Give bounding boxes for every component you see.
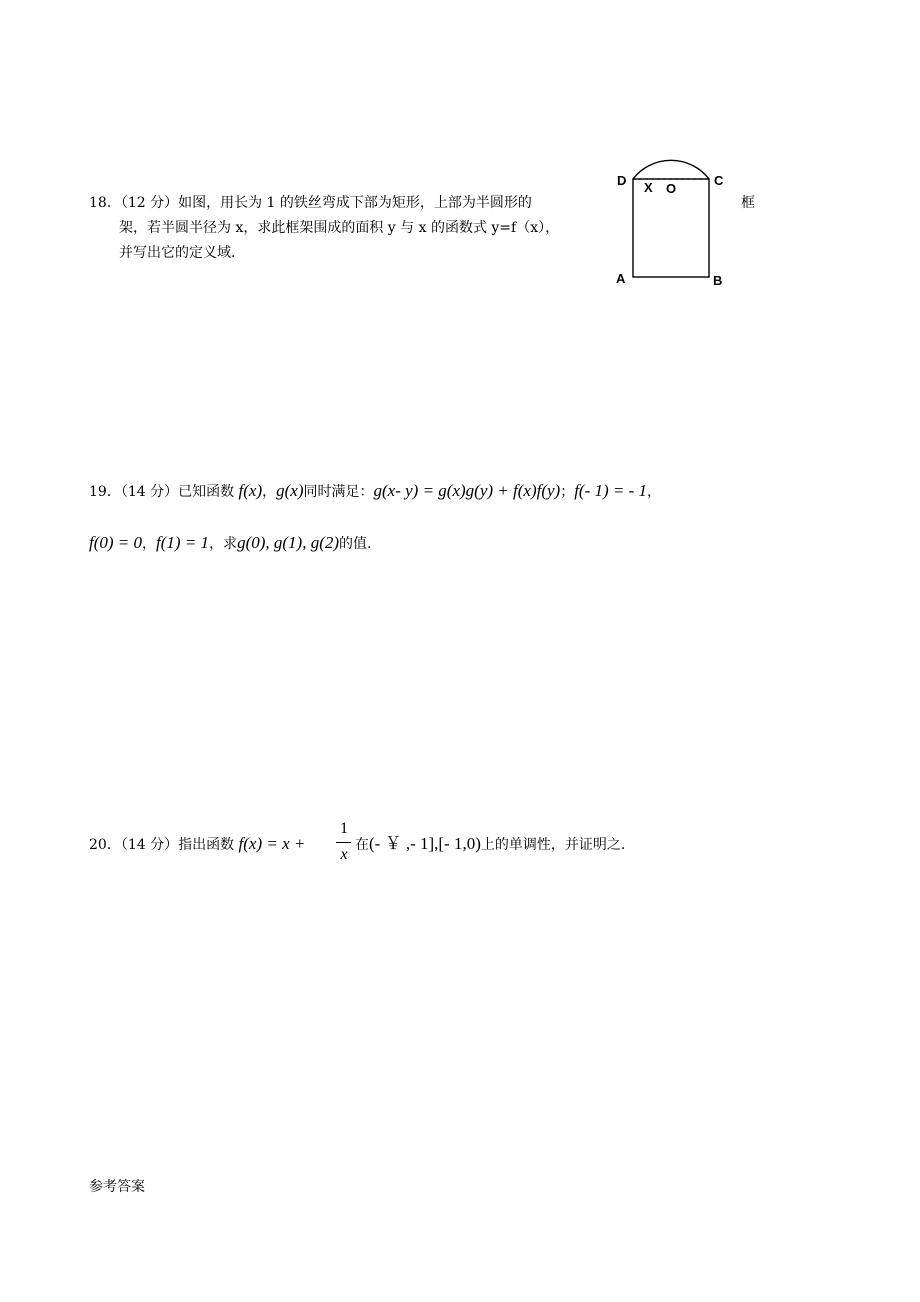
q18-text-line1: 如图，用长为 1 的铁丝弯成下部为矩形，上部为半圆形的 — [178, 195, 532, 211]
q19-line2 — [89, 533, 371, 554]
label-d: D — [617, 173, 627, 188]
q19-comma3: ， — [142, 536, 157, 552]
q18-line1-tail: 框 — [741, 195, 755, 211]
q19-f-minus1: f(- 1) = - 1 — [574, 481, 648, 500]
q19-targets: g(0), g(1), g(2) — [237, 533, 340, 552]
q20-line — [89, 834, 305, 855]
q19-line1 — [89, 481, 661, 502]
q18-text-line3: 并写出它的定义域. — [119, 245, 236, 261]
q19-comma1: ， — [262, 484, 277, 500]
q19-f-x: f(x) — [238, 481, 263, 500]
label-b: B — [713, 273, 723, 288]
answers-heading: 参考答案 — [89, 1179, 145, 1195]
q20-score: （14 分） — [120, 837, 179, 853]
q20-frac-bar — [336, 842, 351, 843]
q18-figure — [610, 135, 735, 293]
q19-intro: 已知函数 — [178, 484, 235, 500]
q18-line1 — [89, 193, 532, 213]
q19-condition-text: 同时满足： — [303, 484, 374, 500]
q20-number: 20． — [89, 837, 121, 853]
q19-ask: ，求 — [209, 536, 238, 552]
q19-separator: ； — [560, 484, 575, 500]
label-o: O — [666, 181, 677, 196]
q20-intro: 指出函数 — [178, 837, 235, 853]
label-a: A — [616, 271, 626, 286]
q19-f-0: f(0) = 0 — [89, 533, 143, 552]
q20-frac-denominator: x — [340, 846, 348, 863]
label-x: X — [644, 180, 653, 195]
q18-number: 18． — [89, 195, 121, 211]
semicircle-arc — [633, 160, 709, 179]
label-c: C — [714, 173, 724, 188]
q18-text-line2: 架，若半圆半径为 x，求此框架围成的面积 y 与 x 的函数式 y=f（x）， — [119, 220, 560, 236]
q20-interval: (- ￥ ,- 1],[- 1,0) — [369, 834, 481, 853]
q20-frac-numerator: 1 — [340, 820, 348, 837]
q19-score: （14 分） — [120, 484, 179, 500]
q20-tail: 上的单调性，并证明之. — [480, 837, 626, 853]
q19-f-1: f(1) = 1 — [156, 533, 210, 552]
q19-g-x: g(x) — [276, 481, 304, 500]
q18-score: （12 分） — [120, 195, 179, 211]
q20-func-lhs: f(x) = x + — [238, 834, 306, 853]
q19-tail: 的值. — [339, 536, 372, 552]
q20-in: 在 — [355, 837, 369, 853]
q19-number: 19． — [89, 484, 121, 500]
q20-line-rest — [355, 834, 625, 855]
q19-comma2: ， — [647, 484, 662, 500]
q19-equation: g(x- y) = g(x)g(y) + f(x)f(y) — [373, 481, 561, 500]
